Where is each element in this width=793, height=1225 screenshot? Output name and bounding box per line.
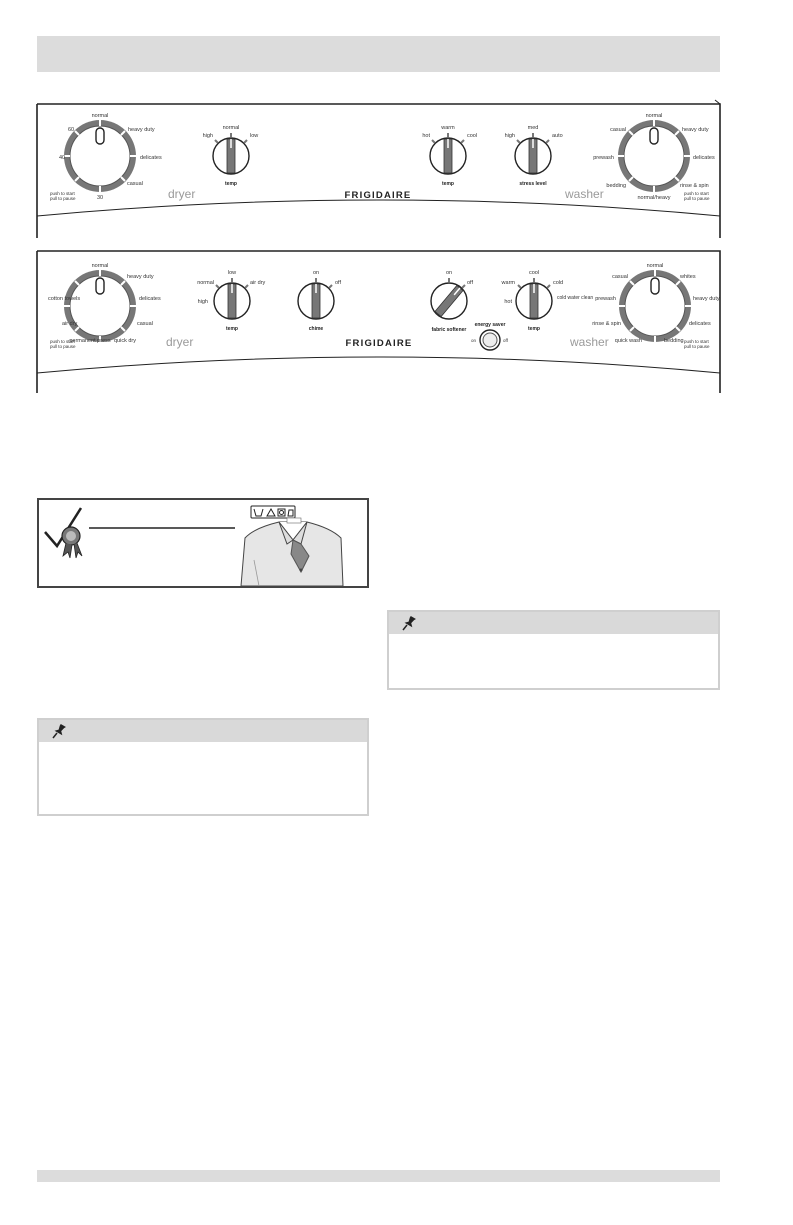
top-soil-label: stress level [519, 181, 547, 187]
top-dryer-cycle-label-6: 40 [59, 155, 66, 161]
bottom-dryer-cycle-label-5: quick dry [114, 338, 137, 344]
top-dryer-cycle-label-4: casual [127, 181, 143, 187]
bottom-dryer-temp-opt-2: normal [197, 280, 214, 286]
top-washer-cycle-label-4: prewash [593, 155, 614, 161]
bottom-dryer-cycle-label-3: delicates [139, 296, 161, 302]
bottom-washer-cycle-label-4: prewash [595, 296, 616, 302]
washer-temp-knob-b[interactable] [516, 278, 552, 319]
bottom-softener-on: on [445, 270, 453, 276]
bottom-dryer-temp-opt-1: low [227, 270, 237, 276]
top-dryer-cycle-label-5: 30 [96, 195, 104, 201]
top-washer-cycle-label-5: delicates [693, 155, 715, 161]
bottom-washer-temp-opt-3: cold [553, 280, 564, 286]
top-dryer-cycle-label-2: heavy duty [128, 127, 155, 133]
soil-level-knob[interactable] [515, 133, 551, 174]
bottom-chime-on: on [312, 270, 320, 276]
top-dryer-mode-text: dryer [168, 187, 196, 201]
bottom-washer-push-line-2: pull to pause [684, 344, 710, 349]
bottom-washer-temp-opt-2: warm [501, 280, 515, 286]
top-dryer-cycle-label-3: delicates [140, 155, 162, 161]
bottom-washer-temp-opt-5: cold water clean [557, 295, 594, 301]
page-footer-bar [37, 1170, 720, 1182]
top-washer-cycle-label-6: bedding [606, 183, 626, 189]
bottom-softener-off: off [467, 280, 474, 286]
energy-saver-off: off [503, 338, 508, 343]
note-header [389, 612, 718, 634]
note-box-left [37, 718, 369, 816]
top-dryer-temp-label: temp [225, 181, 237, 187]
top-washer-cycle-label-7: rinse & spin [680, 183, 709, 189]
bottom-dryer-cycle-label-7: cotton towels [48, 296, 81, 302]
bottom-washer-push-line-1: push to start [684, 339, 709, 344]
pushpin-icon [49, 723, 67, 739]
top-brand-logo: FRIGIDAIRE [344, 190, 412, 201]
bottom-dryer-cycle-label-8: air dry [62, 321, 78, 327]
dryer-temp-knob[interactable] [213, 133, 249, 174]
note-box-right [387, 610, 720, 690]
bottom-washer-cycle-label-5: heavy duty [693, 296, 720, 302]
top-dryer-push-line-1: push to start [50, 191, 75, 196]
bottom-washer-mode-text: washer [570, 335, 609, 349]
bottom-dryer-push-line-1: push to start [50, 339, 75, 344]
top-washer-temp-opt-1: warm [441, 125, 455, 131]
bottom-washer-cycle-label-2: casual [612, 274, 628, 280]
top-dryer-temp-opt-3: low [250, 133, 259, 139]
bottom-dryer-temp-opt-4: air dry [250, 280, 266, 286]
control-panel-bottom [0, 243, 793, 403]
bottom-dryer-cycle-label-4: casual [137, 321, 153, 327]
energy-saver-button[interactable] [480, 330, 500, 350]
note-header [39, 720, 367, 742]
dryer-cycle-knob[interactable] [64, 120, 136, 192]
top-dryer-temp-opt-1: normal [222, 125, 240, 131]
page-header-bar [37, 36, 720, 72]
bottom-chime-off: off [335, 280, 342, 286]
bottom-dryer-mode-text: dryer [166, 335, 194, 349]
bottom-washer-cycle-label-3: whites [680, 274, 696, 280]
fabric-softener-knob[interactable] [431, 278, 467, 319]
top-dryer-temp-opt-2: high [202, 133, 213, 139]
top-washer-cycle-label-1: normal [645, 113, 663, 119]
care-label-illustration [37, 498, 369, 588]
top-soil-opt-1: med [527, 125, 539, 131]
washer-cycle-knob-b[interactable] [619, 270, 691, 342]
bottom-dryer-temp-label: temp [226, 326, 238, 332]
top-washer-cycle-label-2: casual [610, 127, 626, 133]
top-soil-opt-3: auto [552, 133, 563, 139]
bottom-washer-cycle-label-7: delicates [689, 321, 711, 327]
top-washer-temp-opt-2: hot [422, 133, 430, 139]
top-washer-push-line-1: push to start [684, 191, 709, 196]
top-washer-cycle-label-8: normal/heavy [637, 195, 671, 201]
care-label-graphic [39, 500, 367, 586]
pushpin-icon [399, 615, 417, 631]
top-washer-temp-label: temp [442, 181, 454, 187]
shirt-illustration [241, 518, 343, 586]
bottom-washer-temp-opt-1: cool [528, 270, 540, 276]
dryer-cycle-knob-b[interactable] [64, 270, 136, 342]
bottom-washer-cycle-label-8: quick wash [614, 338, 642, 344]
control-panel-top [0, 98, 793, 246]
top-washer-push-line-2: pull to pause [684, 196, 710, 201]
bottom-brand-logo: FRIGIDAIRE [345, 338, 413, 349]
top-soil-opt-2: high [504, 133, 515, 139]
top-washer-temp-opt-3: cool [467, 133, 478, 139]
bottom-chime-label: chime [308, 326, 324, 332]
bottom-washer-temp-label: temp [528, 326, 540, 332]
bottom-washer-cycle-label-9: bedding [664, 338, 684, 344]
chime-knob[interactable] [298, 278, 334, 319]
bottom-washer-cycle-label-6: rinse & spin [592, 321, 621, 327]
top-dryer-push-line-2: pull to pause [50, 196, 76, 201]
top-washer-mode-text: washer [565, 187, 604, 201]
bottom-washer-cycle-label-1: normal [646, 263, 664, 269]
energy-saver-on: on [471, 338, 477, 343]
bottom-washer-temp-opt-4: hot [504, 299, 512, 305]
bottom-dryer-cycle-label-6: permanent press [69, 338, 111, 344]
washer-cycle-knob[interactable] [618, 120, 690, 192]
bottom-dryer-push-line-2: pull to pause [50, 344, 76, 349]
bottom-softener-label: fabric softener [431, 327, 467, 333]
bottom-dryer-cycle-label-2: heavy duty [127, 274, 154, 280]
top-washer-cycle-label-3: heavy duty [682, 127, 709, 133]
energy-saver-label: energy saver [474, 322, 506, 328]
top-dryer-cycle-label-1: normal [91, 113, 109, 119]
bottom-dryer-cycle-label-1: normal [91, 263, 109, 269]
dryer-temp-knob-b[interactable] [214, 278, 250, 319]
care-symbols-icon [251, 506, 295, 518]
bottom-dryer-temp-opt-3: high [197, 299, 208, 305]
washer-temp-knob[interactable] [430, 133, 466, 174]
top-dryer-cycle-label-7: 60 [68, 127, 75, 133]
